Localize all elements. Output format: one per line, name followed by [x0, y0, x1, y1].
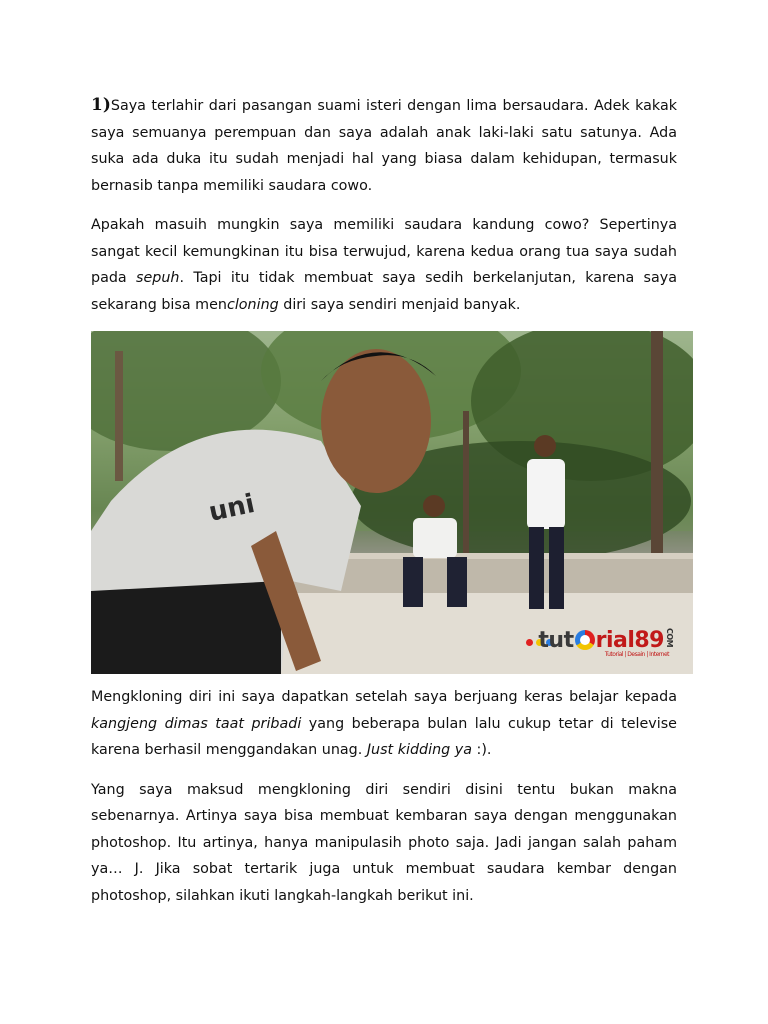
paragraph-3-text-c: :).	[471, 742, 492, 758]
watermark-text-rial89: rial89	[595, 628, 664, 653]
paragraph-2-text-c: diri saya sendiri menjaid banyak.	[278, 296, 521, 313]
ring-logo-icon	[575, 630, 595, 650]
watermark-tagline: Tutorial | Desain | Internet	[604, 650, 669, 658]
paragraph-number: 1)	[91, 95, 111, 115]
paragraph-3-italic-kidding: Just kidding ya	[366, 742, 472, 758]
paragraph-3	[91, 684, 677, 764]
paragraph-2	[91, 212, 677, 318]
paragraph-3-text-a: Mengkloning diri ini saya dapatkan setelah saya berjuang keras belajar kepada	[91, 689, 677, 705]
paragraph-2-text-a: Apakah masuih mungkin saya memiliki saudara kandung cowo? Sepertinya sangat kecil kemungkinan itu bisa terwujud, karena kedua orang tua saya sudah pada	[91, 217, 677, 286]
paragraph-3-text-b: yang beberapa bulan lalu cukup tetar di televise karena berhasil menggandakan unag.	[91, 715, 677, 758]
paragraph-2-italic-cloning: cloning	[226, 296, 279, 313]
paragraph-1	[91, 92, 677, 199]
svg-text:uni: uni	[206, 488, 258, 528]
cloning-photo	[91, 331, 693, 674]
photo-scene	[91, 331, 693, 674]
tutorial89-watermark-logo	[538, 627, 674, 658]
paragraph-2-italic-sepuh: sepuh	[136, 270, 180, 286]
watermark-text-tut: tut	[538, 628, 574, 653]
paragraph-2-text-b: . Tapi itu tidak membuat saya sedih berkelanjutan, karena saya sekarang bisa men	[91, 270, 677, 313]
paragraph-3-italic-name: kangjeng dimas taat pribadi	[91, 715, 302, 732]
paragraph-1-text: Saya terlahir dari pasangan suami isteri dengan lima bersaudara. Adek kakak saya semuanya perempuan dan saya adalah anak laki-laki satu satunya. Ada suka ada duka itu sudah menjadi hal yang biasa dalam kehidupan, termasuk bernasib tanpa memiliki saudara cowo.	[91, 98, 677, 194]
paragraph-4	[91, 777, 677, 910]
watermark-text-com: COM	[665, 627, 674, 647]
document-page	[91, 92, 677, 922]
paragraph-4-text: Yang saya maksud mengkloning diri sendiri disini tentu bukan makna sebenarnya. Artinya saya bisa membuat kembaran saya dengan menggunakan photoshop. Itu artinya, hanya manipulasih photo saja. Jadi jangan salah paham ya… J. Jika sobat tertarik juga untuk membuat saudara kembar dengan photoshop, silahkan ikuti langkah-langkah berikut ini.	[91, 781, 677, 904]
